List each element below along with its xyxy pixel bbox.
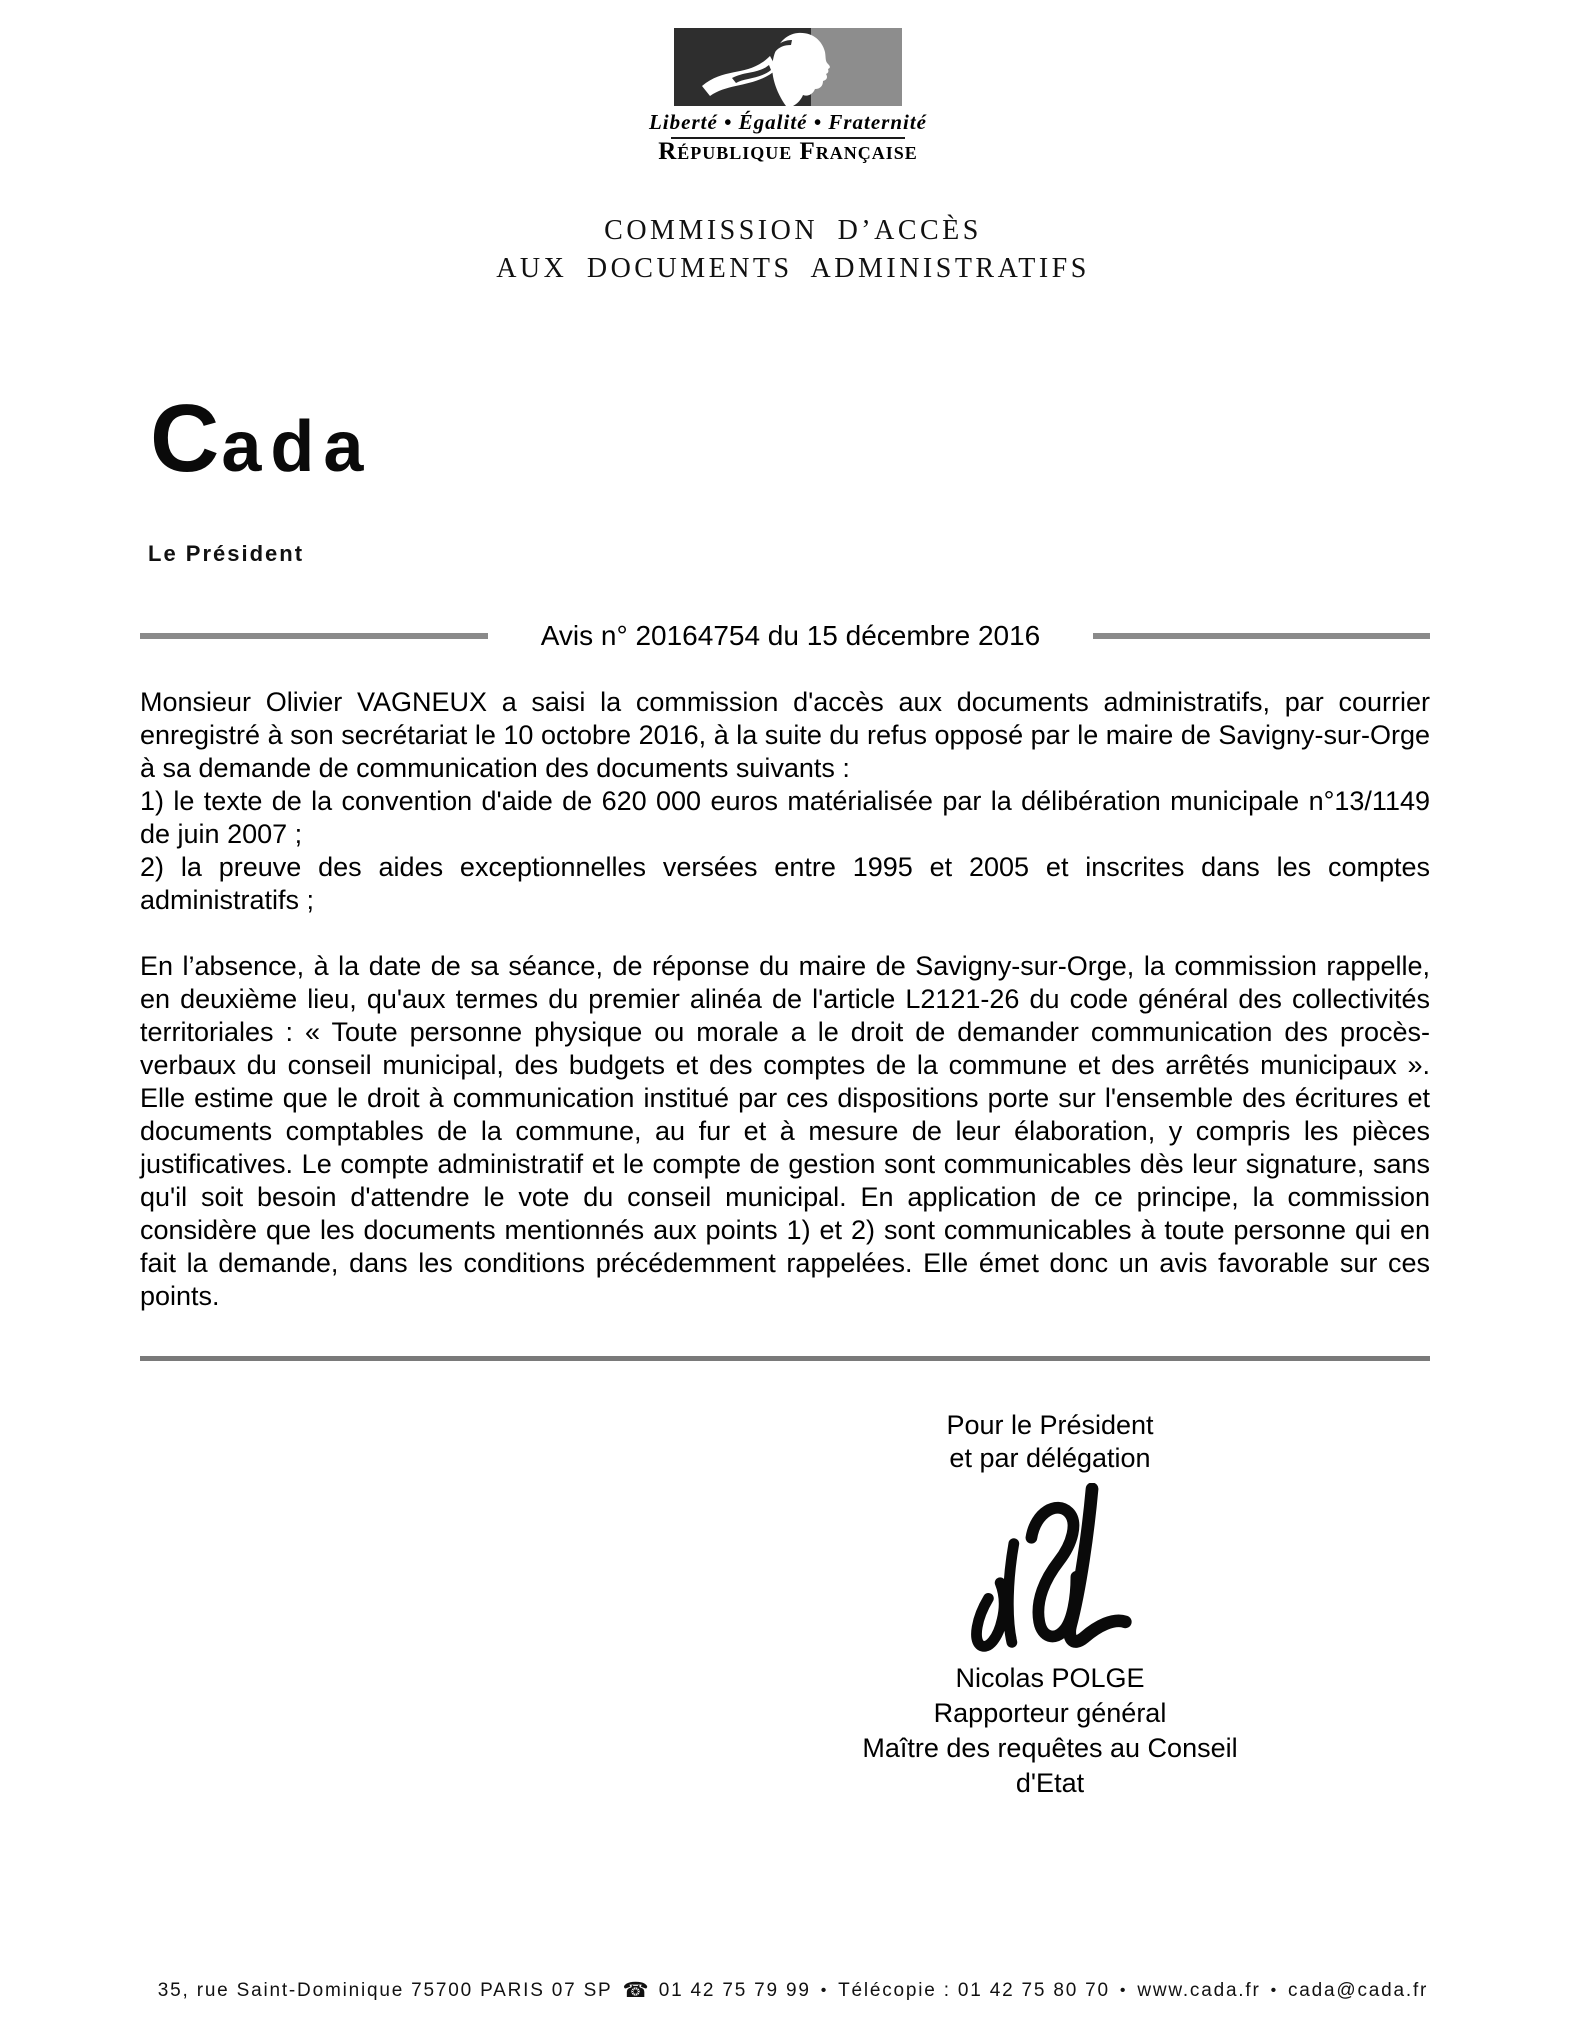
signature-delegation-line1: Pour le Président <box>946 1410 1154 1440</box>
signer-title-2: Maître des requêtes au Conseil d'Etat <box>862 1733 1238 1798</box>
subject-rule-right <box>1093 633 1430 639</box>
signer-lines <box>850 1661 1250 1801</box>
organization-heading-line1: COMMISSION D’ACCÈS <box>604 215 982 246</box>
footer-address: 35, rue Saint-Dominique 75700 PARIS 07 SP <box>157 1979 613 2001</box>
footer-phone: 01 42 75 79 99 <box>658 1979 811 2001</box>
signature-scribble <box>966 1483 1134 1659</box>
cada-logo-initial: C <box>150 385 220 492</box>
marianne-logo-graphic <box>674 28 902 106</box>
letter-body <box>140 686 1430 1313</box>
signature-delegation-line2: et par délégation <box>949 1443 1151 1473</box>
section-divider <box>140 1356 1430 1361</box>
cada-logo <box>150 385 373 492</box>
footer-fax: Télécopie : 01 42 75 80 70 <box>838 1979 1110 2001</box>
signature-image <box>966 1483 1134 1659</box>
body-paragraph-1: Monsieur Olivier VAGNEUX a saisi la commission d'accès aux documents administratifs, par courrier enregistré à son secrétariat le 10 octobre 2016, à la suite du refus opposé par le maire de Savigny-sur-Orge à sa demande de communication des documents suivants : <box>140 687 1430 783</box>
footer-separator: • <box>1270 1981 1278 1999</box>
cada-logo-rest: ada <box>221 407 373 487</box>
subject-title: Avis n° 20164754 du 15 décembre 2016 <box>540 620 1041 651</box>
marianne-logo <box>674 28 902 106</box>
logo-republic: République Française <box>658 138 918 165</box>
phone-icon: ☎ <box>622 1979 649 2002</box>
signer-title-1: Rapporteur général <box>933 1698 1167 1728</box>
logo-motto: Liberté • Égalité • Fraternité <box>648 110 928 134</box>
footer-separator: • <box>1119 1981 1128 1999</box>
subject-rule-left <box>140 633 488 639</box>
subject-row <box>140 616 1430 656</box>
organization-heading-line2: AUX DOCUMENTS ADMINISTRATIFS <box>496 253 1090 284</box>
footer-website: www.cada.fr <box>1137 1979 1261 2001</box>
footer-email: cada@cada.fr <box>1288 1979 1429 2001</box>
signer-name: Nicolas POLGE <box>955 1663 1145 1693</box>
footer-separator: • <box>820 1981 829 1999</box>
footer <box>0 1978 1586 2003</box>
body-paragraph-2: En l’absence, à la date de sa séance, de réponse du maire de Savigny-sur-Orge, la commission rappelle, en deuxième lieu, qu'aux termes du premier alinéa de l'article L2121-26 du code général des collectivités territoriales : « Toute personne physique ou morale a le droit de demander communication des procès-verbaux du conseil municipal, des budgets et des comptes de la commune et des arrêtés municipaux ». Elle estime que le droit à communication institué par ces dispositions porte sur l'ensemble des écritures et documents comptables de la commune, au fur et à mesure de leur élaboration, y compris les pièces justificatives. Le compte administratif et le compte de gestion sont communicables dès leur signature, sans qu'il soit besoin d'attendre le vote du conseil municipal. En application de ce principe, la commission considère que les documents mentionnés aux points 1) et 2) sont communicables à toute personne qui en fait la demande, dans les conditions précédemment rappelées. Elle émet donc un avis favorable sur ces points. <box>140 951 1430 1311</box>
body-list-item-2: 2) la preuve des aides exceptionnelles versées entre 1995 et 2005 et inscrites dans les comptes administratifs ; <box>140 852 1430 915</box>
president-role-label: Le Président <box>148 541 305 566</box>
signature-block <box>850 1409 1250 1801</box>
body-list-item-1: 1) le texte de la convention d'aide de 620 000 euros matérialisée par la délibération municipale n°13/1149 de juin 2007 ; <box>140 786 1430 849</box>
organization-heading <box>0 212 1586 288</box>
